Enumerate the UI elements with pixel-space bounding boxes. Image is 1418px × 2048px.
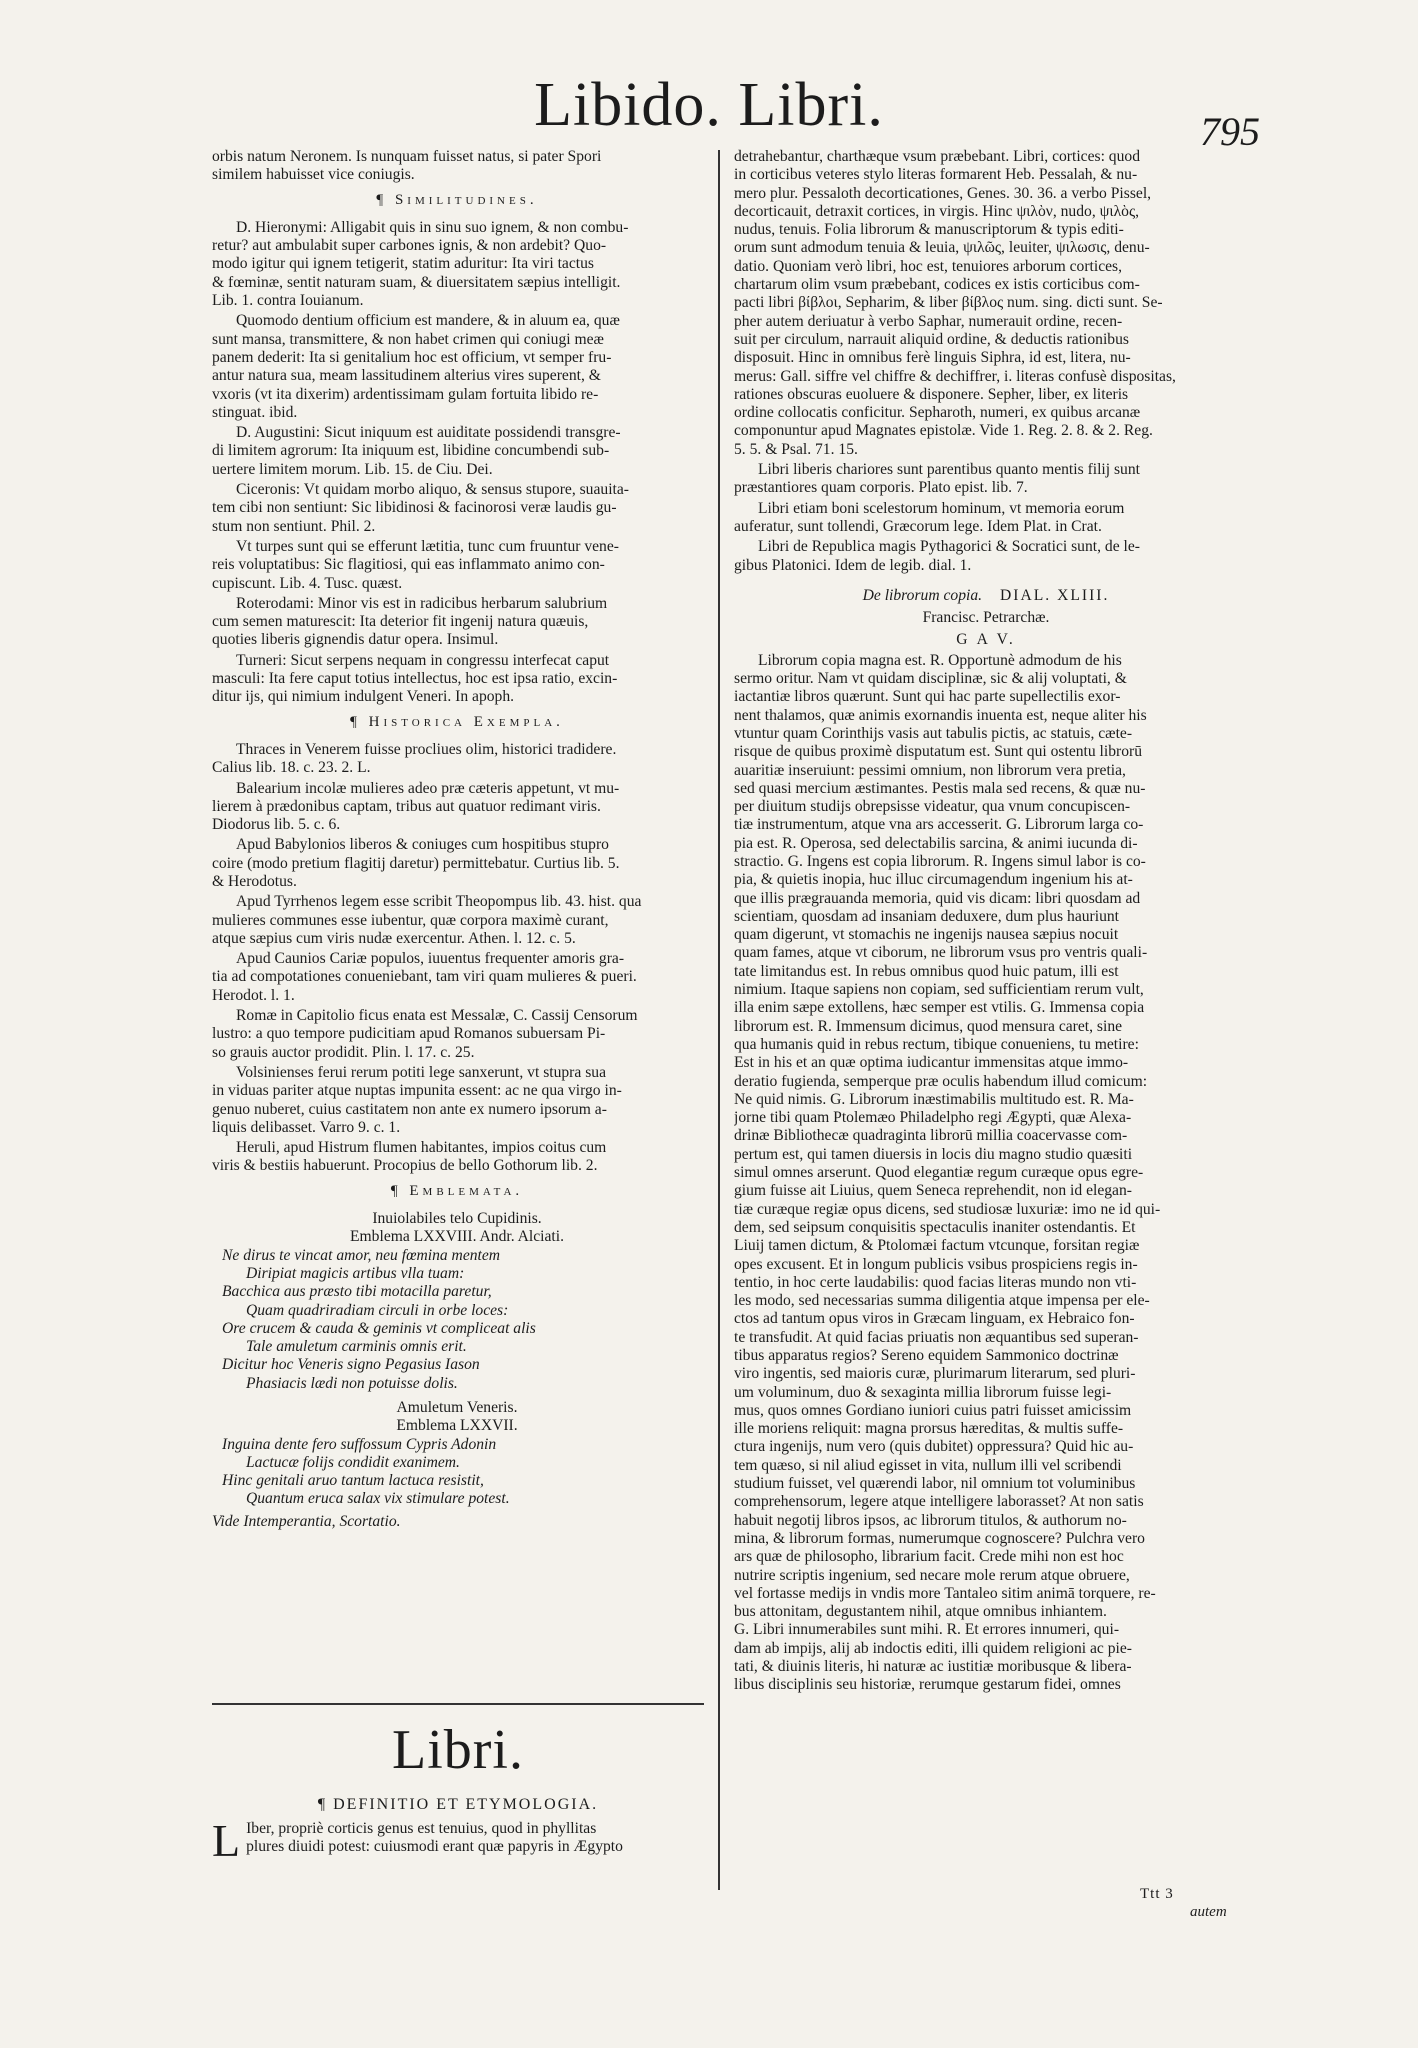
text-line: mulieres communes esse iubentur, quæ corpora maximè curant, [212,911,609,929]
text-line: modo igitur qui ignem tetigerit, statim aduritur: Ita viri tactus [212,255,594,273]
emblemata-heading: ¶ Emblemata. [390,1182,524,1199]
similitudo-paragraph [212,219,702,310]
text-line: lierem à prædonibus captam, tribus aut quatuor redimant viris. [212,797,601,815]
text-line: atque sæpius cum viris nudæ exercentur. Athen. l. 12. c. 5. [212,929,576,947]
text-line: suit per circulum, narrauit aliquid ordine, & deductis rationibus [734,330,1129,348]
text-line: Vt turpes sunt qui se efferunt lætitia, tunc cum fruuntur vene- [236,537,619,555]
text-line: ditur ijs, qui nimium indulgent Veneri. In apoph. [212,688,515,706]
text-line: ctura ingenijs, num vero (quis dubitet) oppressura? Quid hic au- [734,1438,1134,1456]
text-line: Libri de Republica magis Pythagorici & Socratici sunt, de le- [758,538,1140,556]
text-line: reis voluptatibus: Sic flagitiosi, qui eas inflammato animo con- [212,556,605,574]
text-line: Apud Caunios Cariæ populos, iuuentus frequenter amoris gra- [236,950,625,968]
verse-line: Bacchica aus præsto tibi motacilla paretur, [222,1283,492,1301]
definition-text [212,1815,704,1866]
text-line: nutrire scriptis ingenium, sed necare mole rerum atque obruere, [734,1566,1130,1584]
text-line: disposuit. Hinc in omnibus ferè linguis Siphra, id est, litera, nu- [734,349,1131,367]
text-line: deratio fugienda, semperque præ oculis habendum illud comicum: [734,1072,1148,1090]
verse-line: Ne dirus te vincat amor, neu fœmina mentem [222,1246,501,1264]
text-line: pacti libri βίβλοι, Sepharim, & liber βίβλος num. sing. dicti sunt. Se- [734,294,1163,312]
emblem-subtitle: Emblema LXXVIII. Andr. Alciati. [350,1228,564,1246]
text-line: qua humanis quid in rebus rectum, tibique conueniens, tu metire: [734,1035,1139,1053]
text-line: mero plur. Pessaloth decorticationes, Genes. 30. 36. a verbo Pissel, [734,184,1152,202]
text-line: sed quasi mercium æstimantes. Pestis mala sed recens, & quæ nu- [734,779,1146,797]
citation-paragraph [734,538,1238,575]
text-line: tia ad compotationes conueniebant, tam viri quam mulieres & pueri. [212,968,637,986]
text-line: retur? aut ambulabit super carbones ignis, & non ardebit? Quo- [212,237,607,255]
text-line: chartarum olim vsum præbebant, codices ex istis corticibus com- [734,276,1140,294]
verse-line: Dicitur hoc Veneris signo Pegasius Iason [222,1356,480,1374]
exemplum-paragraph [212,1007,702,1062]
signature-mark: Ttt 3 [1140,1886,1174,1902]
text-line: similem habuisset vice coniugis. [212,166,415,184]
text-line: genuo nuberet, cuius castitatem non ante ex numero ipsorum a- [212,1100,607,1118]
text-line: quam digerunt, vt stomachis ne ingenijs nausea sæpius nocuit [734,926,1119,944]
text-line: tentio, in hoc certe laudabilis: quod facias literas mundo non vti- [734,1273,1137,1291]
text-line: cum semen maturescit: Ita deterior fit ingenij natura quæuis, [212,613,589,631]
citation-paragraph [734,500,1238,537]
text-line: D. Hieronymi: Alligabit quis in sinu suo ignem, & non combu- [236,218,629,236]
verse-line: Quantum eruca salax vix stimulare potest. [246,1490,510,1508]
similitudo-paragraph [212,652,702,707]
text-line: D. Augustini: Sicut iniquum est auiditate possidendi transgre- [236,424,621,442]
text-line: mina, & librorum formas, numerumque cognoscere? Pulchra vero [734,1529,1145,1547]
verse-line: Diripiat magicis artibus vlla tuam: [246,1264,465,1282]
verse-line: Ore crucem & cauda & geminis vt compliceat alis [222,1319,536,1337]
text-line: viro ingentis, sed maioris curæ, plurimarum literarum, sed pluri- [734,1365,1136,1383]
text-line: stractio. G. Ingens est copia librorum. R. Ingens simul labor is co- [734,852,1146,870]
text-line: Quomodo dentium officium est mandere, & in aluum ea, quæ [236,312,620,330]
section-title-libri: Libri. [392,1719,524,1781]
similitudo-paragraph [212,481,702,536]
text-line: & Herodotus. [212,872,297,890]
text-line: vtuntur quam Corinthijs vasis aut tabulis pictis, ac statuis, cæte- [734,724,1133,742]
text-line: Libri etiam boni scelestorum hominum, vt memoria eorum [758,499,1125,517]
text-line: tate limitandus est. In rebus omnibus quod huic patum, illi est [734,962,1119,980]
emblem-subtitle: Emblema LXXVII. [396,1417,518,1435]
dialogue-author: Francisc. Petrarchæ. [922,609,1050,627]
emblem-title: Inuiolabiles telo Cupidinis. [372,1210,542,1228]
text-line: datio. Quoniam verò libri, hoc est, tenuiores arborum cortices, [734,257,1123,275]
text-line: Thraces in Venerem fuisse procliues olim, historici tradidere. [236,740,617,758]
text-line: Diodorus lib. 5. c. 6. [212,816,341,834]
exemplum-paragraph [212,1064,702,1137]
text-line: auaritiæ inseruiunt: pessimi omnium, non librorum vera pretia, [734,761,1126,779]
text-line: Volsinienses ferui rerum potiti lege sanxerunt, vt stupra sua [236,1063,606,1081]
emblem-verse [212,1247,702,1393]
similitudo-paragraph [212,538,702,593]
text-line: Iber, propriè corticis genus est tenuius, quod in phyllitas [246,1820,597,1837]
verse-line: Phasiacis lædi non potuisse dolis. [246,1374,458,1392]
text-line: vel fortasse medijs in vndis more Tantaleo sitim animā torquere, re- [734,1584,1156,1602]
text-line: per diuitum studijs obrepsisse videatur, qua vnum concupiscen- [734,798,1131,816]
text-line: Est in his et an quæ optima iudicantur immensitas atque immo- [734,1054,1129,1072]
text-line: merus: Gall. siffre vel chiffre & dechiffrer, i. literas confusè dispositas, [734,367,1176,385]
text-line: componuntur apud Magnates epistolæ. Vide 1. Reg. 2. 8. & 2. Reg. [734,422,1153,440]
text-line: masculi: Ita fere caput totius intellectus, hoc est ipsa ratio, excin- [212,670,618,688]
paragraph [212,148,702,185]
text-line: comprehensorum, legere atque intelligere laborasset? At non satis [734,1493,1144,1511]
text-line: detrahebantur, charthæque vsum præbebant. Libri, cortices: quod [734,148,1140,165]
text-line: cupiscunt. Lib. 4. Tusc. quæst. [212,574,403,592]
exemplum-paragraph [212,836,702,891]
exemplum-paragraph [212,780,702,835]
definition-heading: ¶ DEFINITIO ET ETYMOLOGIA. [317,1796,599,1813]
text-line: illa enim sæpe extollens, hæc semper est vtilis. G. Immensa copia [734,999,1145,1017]
text-line: ille moriens reliquit: magna prorsus hæreditas, & multis suffe- [734,1420,1124,1438]
text-line: gium fuisse ait Liuius, quem Seneca reprehendit, non id elegan- [734,1182,1132,1200]
verse-line: Hinc genitali aruo tantum lactuca resistit, [222,1472,484,1490]
text-line: ars quæ de philosopho, librarium facit. Crede mihi non est hoc [734,1548,1124,1566]
text-line: Turneri: Sicut serpens nequam in congressu interfecat caput [236,651,610,669]
text-line: so grauis auctor prodidit. Plin. l. 17. c. 25. [212,1043,475,1061]
verse-line: Quam quadriradiam circuli in orbe loces: [246,1301,509,1319]
text-line: pher autem deriuatur à verbo Saphar, numerauit ordine, recen- [734,312,1123,330]
catchword: autem [1190,1904,1227,1920]
text-line: Herodot. l. 1. [212,986,295,1004]
exemplum-paragraph [212,893,702,948]
text-line: ordine collocatis conficitur. Sepharoth, numeri, ex quibus arcanæ [734,404,1141,422]
text-line: studium fuisset, vel quærendi labor, nil omnium tot voluminibus [734,1475,1136,1493]
text-line: panem dederit: Ita si genitalium hoc est officium, vt semper fru- [212,348,612,366]
text-line: plures diuidi potest: cuiusmodi erant quæ papyris in Ægypto [246,1838,623,1856]
speaker-mark: G A V. [956,631,1016,649]
drop-cap: L [212,1815,241,1866]
text-line: Apud Babylonios liberos & coniuges cum hospitibus stupro [236,836,609,854]
dialogue-text [734,652,1238,1695]
similitudo-paragraph [212,595,702,650]
text-line: decorticauit, detraxit cortices, in virgis. Hinc ψιλὸν, nudo, ψιλὸς, [734,202,1140,220]
text-line: mus, quos omnes Gordiano iuniori cuius patri fuisset amicissim [734,1401,1132,1419]
text-line: Ciceronis: Vt quidam morbo aliquo, & sensus stupore, suauita- [236,481,629,499]
text-line: Librorum copia magna est. R. Opportunè admodum de his [758,651,1122,669]
text-line: sunt mansa, transmittere, & non habet crimen qui coniugi meæ [212,330,604,348]
exemplum-paragraph [212,950,702,1005]
similitudo-paragraph [212,312,702,422]
page-number: 795 [1200,109,1260,154]
text-line: orbis natum Neronem. Is nunquam fuisset natus, si pater Spori [212,148,602,165]
citation-paragraph [734,461,1238,498]
text-line: quam fames, atque vt ciborum, ne librorum vsus pro ventris quali- [734,944,1148,962]
text-line: ctos ad tantum opus viros in Græcam linguam, ex Hebraico fon- [734,1310,1135,1328]
text-line: libus disciplinis seu historiæ, rerumque gestarum fidei, omnes [734,1676,1121,1694]
text-line: in viduas pariter atque nuptas impunita essent: ac ne qua virgo in- [212,1082,622,1100]
verse-line: Lactucæ folijs condidit exanimem. [246,1453,460,1471]
section-rule [212,1703,704,1705]
emblem-verse [212,1436,702,1509]
text-line: pia est. R. Operosa, sed delectabilis sarcina, & animi iucunda di- [734,834,1138,852]
text-line: uertere limitem morum. Lib. 15. de Ciu. Dei. [212,460,493,478]
emblem-title: Amuletum Veneris. [396,1399,518,1416]
text-line: & fœminæ, sentit naturam suam, & diuersitatem sæpius intelligit. [212,273,621,291]
text-line: G. Libri innumerabiles sunt mihi. R. Et errores innumeri, qui- [734,1621,1120,1639]
verse-line: Tale amuletum carminis omnis erit. [246,1338,467,1356]
text-line: simul omnes arserunt. Quod elegantiæ regum curæque opus egre- [734,1164,1144,1182]
text-line: Liuij tamen dictum, & Ptolomæi factum vtcunque, forsitan regiæ [734,1237,1140,1255]
text-line: orum sunt admodum tenuia & leuia, ψιλῶς, leuiter, ψιλωσις, denu- [734,239,1150,257]
text-line: viris & bestiis habuerunt. Procopius de bello Gothorum lib. 2. [212,1157,598,1175]
text-line: nent thalamos, quæ animis exornandis inuenta est, neque aliter his [734,706,1147,724]
text-line: rationes obscuras euoluere & disponere. Sepher, liber, ex literis [734,385,1129,403]
dialogue-number: DIAL. XLIII. [1000,586,1110,604]
text-line: Roterodami: Minor vis est in radicibus herbarum salubrium [236,594,608,612]
text-line: Balearium incolæ mulieres adeo præ cæteris appetunt, vt mu- [236,779,620,797]
text-line: stinguat. ibid. [212,403,298,421]
text-line: opes excusent. Et in longum publicis vsibus prospiciens regis in- [734,1255,1138,1273]
text-line: auferatur, sunt tollendi, Græcorum lege. Idem Plat. in Crat. [734,517,1102,535]
verse-line: Inguina dente fero suffossum Cypris Adonin [222,1435,497,1453]
text-line: Calius lib. 18. c. 23. 2. L. [212,759,371,777]
text-line: bus attonitam, degustantem nihil, atque omnibus inhiantem. [734,1603,1107,1621]
left-column [212,148,702,1531]
text-line: les modo, sed necessarias summa diligentia atque impensa per ele- [734,1292,1150,1310]
text-line: stum non sentiunt. Phil. 2. [212,517,376,535]
right-column [734,148,1238,1697]
text-line: 5. 5. & Psal. 71. 15. [734,440,858,458]
text-line: nudus, tenuis. Folia librorum & manuscriptorum & typis editi- [734,221,1124,239]
dialogue-title: De librorum copia. [862,586,983,604]
text-line: tiæ instrumentum, atque vna ars accesserit. G. Librorum larga co- [734,816,1144,834]
text-line: tem quæso, si nil aliud egisset in vita, nullum illi vel scribendi [734,1456,1122,1474]
exemplum-paragraph [212,741,702,778]
text-line: gibus Platonici. Idem de legib. dial. 1. [734,556,972,574]
exemplum-paragraph [212,1139,702,1176]
text-line: Lib. 1. contra Iouianum. [212,292,364,310]
text-line: liquis delibasset. Varro 9. c. 1. [212,1118,401,1136]
text-line: præstantiores quam corporis. Plato epist. lib. 7. [734,479,1028,497]
historica-heading: ¶ Historica Exempla. [350,713,564,730]
text-line: coire (modo pretium flagitij daretur) permittebatur. Curtius lib. 5. [212,854,620,872]
text-line: scientiam, quosdam ad insaniam deduxere, dum plus hauriunt [734,907,1119,925]
text-line: Ne quid nimis. G. Librorum inæstimabilis multitudo est. R. Ma- [734,1090,1134,1108]
text-line: drinæ Bibliothecæ quadraginta librorū millia coacervasse com- [734,1127,1128,1145]
text-line: risque de quibus proximè disputatum est. Sunt qui ostentu librorū [734,743,1143,761]
text-line: lustro: a quo tempore pudicitiam apud Romanos subuersam Pi- [212,1025,606,1043]
text-line: tati, & diuinis literis, hi naturæ ac iustitiæ moribusque & libera- [734,1658,1132,1676]
text-line: Libri liberis chariores sunt parentibus quanto mentis filij sunt [758,461,1140,479]
cross-reference: Vide Intemperantia, Scortatio. [212,1512,401,1530]
text-line: di limitem agrorum: Ita iniquum est, libidine concumbendi sub- [212,442,610,460]
text-line: habuit negotij libros ipsos, ac librorum titulos, & authorum no- [734,1511,1127,1529]
text-line: librorum est. R. Immensum dicimus, quod mensura caret, sine [734,1017,1123,1035]
text-line: iactantiæ libros quærunt. Sunt qui hac parte supellectilis exor- [734,688,1121,706]
text-line: quoties liberis gignendis datur opera. Insimul. [212,631,499,649]
text-line: te transfudit. At quid facias priuatis non æquantibus sed superan- [734,1328,1139,1346]
text-line: pertum est, qui tamen diuersis in locis diu magno studio quæsiti [734,1145,1133,1163]
text-line: um voluminum, duo & sexaginta millia librorum fuisse legi- [734,1383,1112,1401]
text-line: tem cibi non sentiunt: Sic libidinosi & facinorosi veræ laudis gu- [212,499,617,517]
text-line: tiæ curæque regiæ opus dicens, sed studiosæ luxuriæ: imo ne id qui- [734,1200,1161,1218]
text-line: que illis prægrauanda memoria, quid vis dicam: libri quosdam ad [734,889,1141,907]
text-line: in corticibus veteres stylo literas formarent Heb. Pessalah, & nu- [734,166,1138,184]
text-line: Romæ in Capitolio ficus enata est Messalæ, C. Cassij Censorum [236,1007,638,1025]
column-divider [718,150,720,1890]
text-line: Apud Tyrrhenos legem esse scribit Theopompus lib. 43. hist. qua [236,893,642,911]
running-title: Libido. Libri. [534,71,884,139]
text-line: Heruli, apud Histrum flumen habitantes, impios coitus cum [236,1139,607,1157]
text-line: jorne tibi quam Ptolemæo Philadelpho regi Ægypti, quæ Alexa- [734,1109,1132,1127]
text-line: dem, sed seipsum conquisitis spectaculis inaniter ostendantis. Et [734,1218,1136,1236]
text-line: tibus apparatus regios? Sereno equidem Sammonico doctrinæ [734,1347,1119,1364]
similitudines-heading: ¶ Similitudines. [376,191,538,208]
text-line: sermo oritur. Nam vt quidam disciplinæ, sic & alij voluptati, & [734,670,1127,688]
paragraph [734,148,1238,459]
text-line: pia, & quietis inopia, huc illuc circumagendum ingenium his at- [734,871,1133,889]
text-line: dam ab impijs, alij ab indoctis editi, illi quidem religioni ac pie- [734,1639,1132,1657]
text-line: antur natura sua, meam lassitudinem alterius vires superent, & [212,367,601,385]
similitudo-paragraph [212,424,702,479]
text-line: nimium. Itaque sapiens non copiam, sed sufficientiam rerum vult, [734,981,1144,999]
dialogue-heading [734,587,1238,605]
text-line: vxoris (vt ita dixerim) ardentissimam gulam fortuita libido re- [212,385,599,403]
